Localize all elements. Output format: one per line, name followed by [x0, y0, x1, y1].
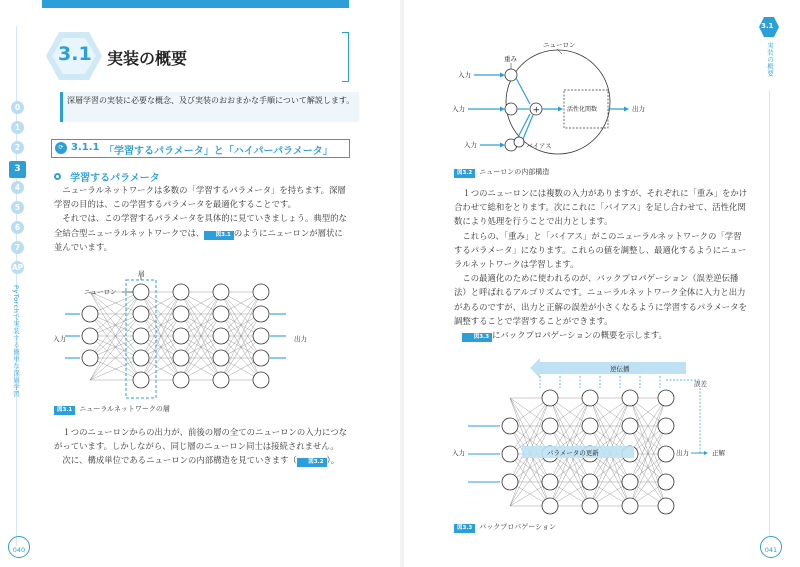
label-bias: バイアス — [526, 142, 552, 150]
paragraph-text: ）。 — [326, 455, 340, 466]
neuron — [213, 350, 229, 366]
bullet-heading: 学習するパラメータ — [70, 173, 160, 184]
neuron — [658, 474, 674, 490]
neuron — [658, 390, 674, 406]
figure-backpropagation — [450, 358, 750, 518]
paragraph — [54, 453, 348, 467]
paragraph: これらの、「重み」と「バイアス」がこのニューラルネットワークの「学習するパラメータ」になります。これらの値を調整し、最適化するようにニューラルネットワークは学習します。 — [454, 230, 747, 270]
caption-tag: 図3.1 — [54, 406, 75, 415]
subsection-icon: ⟳ — [55, 142, 67, 154]
right-page — [400, 0, 800, 567]
section-number: 3.1 — [58, 43, 92, 65]
paragraph-text: それでは、この学習するパラメータを具体的に見ていきましょう。典型的な全結合型ニューラルネットワークでは、 — [54, 213, 347, 238]
caption-text: ニューロンの内部構造 — [479, 168, 550, 176]
neuron — [542, 418, 558, 434]
weight-node-1 — [505, 69, 517, 81]
chapter-tab-4[interactable]: 4 — [11, 181, 24, 194]
gutter-shadow — [400, 0, 404, 567]
label-input: 入力 — [452, 449, 465, 457]
neuron — [502, 474, 518, 490]
subsection-title: 「学習するパラメータ」と「ハイパーパラメータ」 — [104, 146, 333, 157]
label-backprop: 逆伝播 — [610, 365, 630, 373]
neuron — [542, 498, 558, 514]
chapter-tab-0[interactable]: 0 — [11, 101, 24, 114]
chapter-tab-5[interactable]: 5 — [11, 201, 24, 214]
caption-tag: 図3.2 — [454, 169, 475, 178]
neuron — [622, 418, 638, 434]
figure-ref-3-2: 図3.2 — [297, 458, 327, 467]
neuron — [133, 372, 149, 388]
label-update: パラメータの更新 — [547, 449, 599, 457]
figure-ref-3-3: 図3.3 — [462, 333, 492, 342]
neuron — [133, 350, 149, 366]
paragraph: この最適化のために使われるのが、バックプロパゲーション（誤差逆伝播法）と呼ばれるアルゴリズムです。ニューラルネットワーク全体に入力と出力があるのですが、出力と正解の誤差が小さくなるように学習するパラメータを調整することで学習することができます。 — [454, 273, 747, 326]
figure-neural-network — [50, 268, 350, 400]
paragraph: ニューラルネットワークは多数の「学習するパラメータ」を持ちます。深層学習の目的は、この学習するパラメータを最適化することです。 — [54, 185, 346, 210]
label-activation: 活性化関数 — [567, 106, 598, 113]
left-body-2 — [54, 425, 348, 468]
neuron — [82, 306, 98, 322]
neuron — [622, 474, 638, 490]
neuron — [502, 418, 518, 434]
page-number: 041 — [764, 546, 778, 554]
caption-tag: 図3.3 — [454, 524, 475, 533]
caption-text: ニューラルネットワークの層 — [79, 405, 170, 413]
neuron — [173, 350, 189, 366]
right-body — [454, 186, 748, 342]
label-output: 出力 — [632, 105, 645, 113]
neuron — [582, 474, 598, 490]
page-number-left — [8, 536, 30, 558]
neuron — [658, 418, 674, 434]
label-input-2: 入力 — [452, 105, 465, 113]
paragraph-text: 次に、構成単位であるニューロンの内部構造を見ていきます（ — [62, 455, 297, 466]
subsection-heading — [51, 139, 350, 158]
neuron — [173, 306, 189, 322]
label-input: 入力 — [53, 335, 66, 343]
neuron — [82, 350, 98, 366]
neuron — [82, 328, 98, 344]
subsection-number: 3.1.1 — [71, 142, 100, 153]
label-output: 出力 — [676, 449, 689, 457]
paragraph — [454, 328, 748, 342]
neuron — [582, 498, 598, 514]
neuron — [253, 306, 269, 322]
label-answer: 正解 — [712, 449, 725, 457]
chapter-tab-1[interactable]: 1 — [11, 121, 24, 134]
figure-ref-3-1: 図3.1 — [204, 231, 234, 240]
label-neuron: ニューロン — [84, 288, 117, 296]
neuron — [253, 328, 269, 344]
right-tab-title: 実装の概要 — [766, 42, 774, 77]
label-weight: 重み — [504, 55, 517, 63]
backprop-dashed-arrows — [540, 376, 700, 388]
label-error: 誤差 — [694, 380, 707, 388]
neuron — [542, 474, 558, 490]
neuron — [622, 390, 638, 406]
figure-neuron-structure — [450, 38, 710, 163]
bullet-icon — [54, 173, 61, 180]
chapter-tab-AP[interactable]: AP — [11, 263, 24, 272]
neuron — [173, 372, 189, 388]
label-neuron-title: ニューロン — [543, 41, 576, 49]
chapter-tab-3[interactable]: 3 — [9, 161, 26, 178]
figure-caption-3-3 — [454, 522, 556, 533]
neuron — [133, 284, 149, 300]
left-body-1 — [54, 183, 348, 254]
neuron — [582, 390, 598, 406]
neuron — [213, 372, 229, 388]
chapter-tab-6[interactable]: 6 — [11, 221, 24, 234]
neuron — [253, 350, 269, 366]
right-side-bar — [769, 90, 770, 535]
intro-box — [60, 92, 359, 122]
page-number: 040 — [12, 546, 26, 554]
neuron — [213, 284, 229, 300]
intro-text: 深層学習の実装に必要な概念、及び実装のおおまかな手順について解説します。 — [67, 96, 355, 105]
right-tab-number: 3.1 — [761, 22, 774, 30]
label-output: 出力 — [294, 335, 307, 343]
chapter-tab-7[interactable]: 7 — [11, 241, 24, 254]
neuron — [542, 390, 558, 406]
weight-node-2 — [505, 103, 517, 115]
top-color-bar — [42, 0, 349, 8]
page-number-right — [760, 536, 782, 558]
paragraph: １つのニューロンには複数の入力がありますが、それぞれに「重み」をかけ合わせて総和をとります。次にこれに「バイアス」を足し合わせて、活性化関数により処理を行うことで出力とします。 — [454, 188, 748, 227]
header-bracket — [342, 32, 349, 82]
neuron — [133, 306, 149, 322]
backprop-arrow — [530, 358, 686, 378]
neuron — [213, 328, 229, 344]
neuron — [502, 446, 518, 462]
neuron — [253, 372, 269, 388]
label-input-1: 入力 — [458, 71, 471, 79]
neuron — [133, 328, 149, 344]
chapter-tab-2[interactable]: 2 — [11, 141, 24, 154]
caption-text: バックプロパゲーション — [479, 523, 556, 531]
figure-caption-3-2 — [454, 167, 549, 178]
figure-caption-3-1 — [54, 404, 170, 415]
neuron — [658, 498, 674, 514]
neuron — [582, 418, 598, 434]
paragraph-text: にバックプロパゲーションの概要を示します。 — [492, 330, 667, 341]
neuron — [622, 498, 638, 514]
neuron — [173, 284, 189, 300]
sum-symbol: + — [532, 105, 541, 116]
neuron — [253, 284, 269, 300]
label-layer: 層 — [138, 270, 145, 278]
vertical-book-title: PyTorchで実装する簡単な深層学習 — [12, 285, 20, 398]
neuron — [173, 328, 189, 344]
neuron — [658, 446, 674, 462]
label-input-3: 入力 — [464, 141, 477, 149]
neuron — [213, 306, 229, 322]
section-title: 実装の概要 — [107, 49, 188, 68]
paragraph: １つのニューロンからの出力が、前後の層の全てのニューロンの入力につながっています。しかしながら、同じ層のニューロン同士は接続されません。 — [54, 427, 347, 452]
paragraph-text: のようにニューロンが層状に並んでいます。 — [54, 227, 343, 252]
bias-node — [514, 137, 524, 147]
paragraph — [54, 211, 348, 254]
